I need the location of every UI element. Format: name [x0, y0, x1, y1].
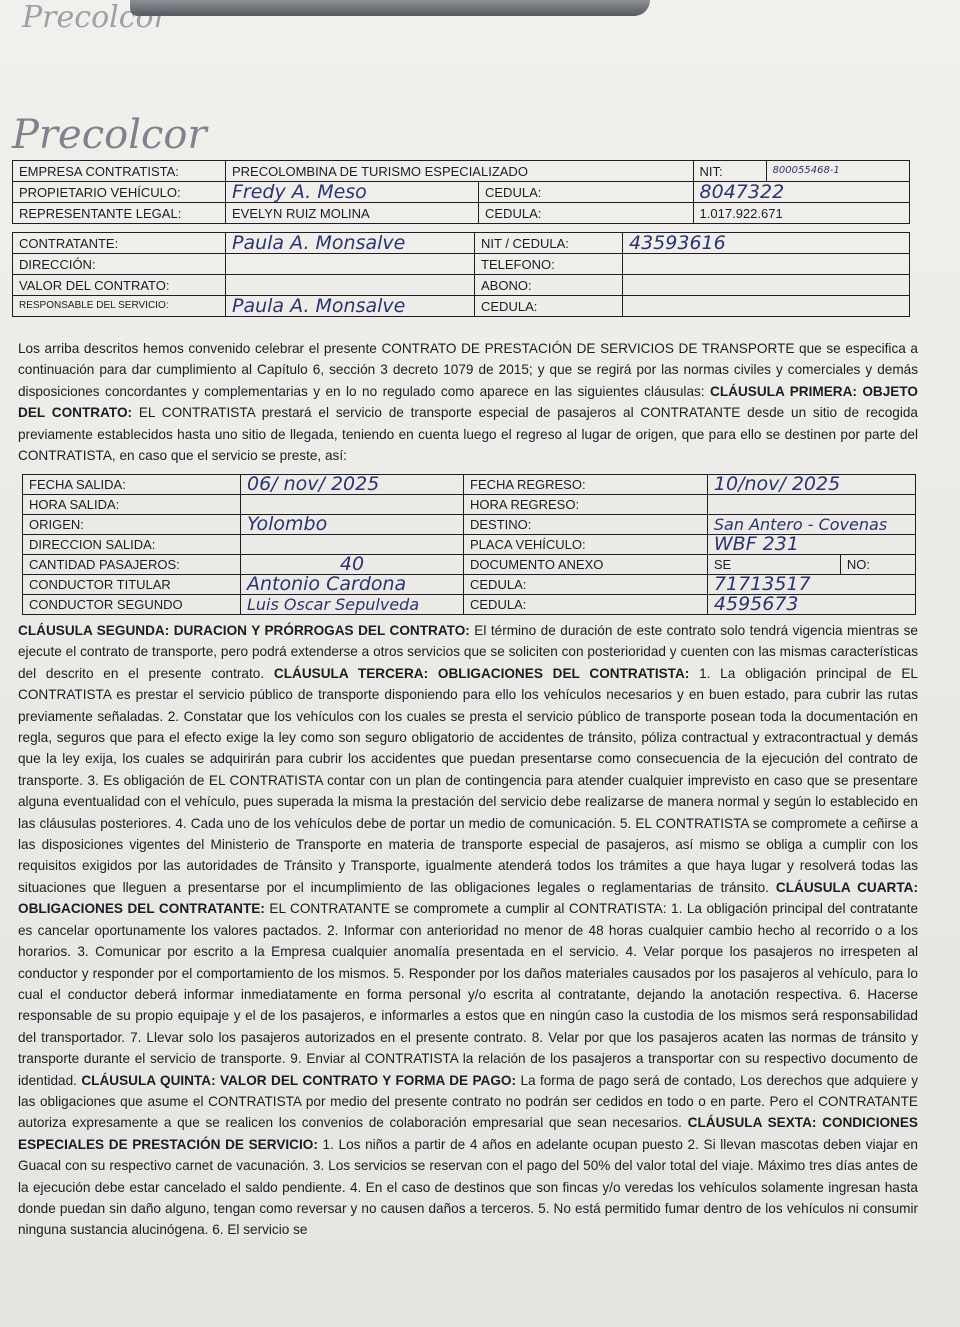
stamp-signature-main: Precolcor: [12, 112, 207, 158]
clausula-sexta-title: CLÁUSULA SEXTA: CONDICIONES ESPECIALES DE PRESTACIÓN DE SERVICIO:: [18, 1115, 919, 1152]
value-cantidad: 40: [241, 555, 464, 575]
label-contratante: CONTRATANTE:: [13, 233, 226, 254]
value-nit: 800055468-1: [766, 161, 909, 182]
label-se: SE: [707, 555, 840, 575]
stamp-signature-top: Precolcor: [22, 0, 168, 35]
label-responsable: RESPONSABLE DEL SERVICIO:: [13, 296, 226, 317]
label-direccion: DIRECCIÓN:: [13, 254, 226, 275]
value-representante-cedula: 1.017.922.671: [693, 203, 909, 224]
label-hora-regreso: HORA REGRESO:: [464, 495, 708, 515]
clausula-cuarta-title: CLÁUSULA CUARTA: OBLIGACIONES DEL CONTRATANTE:: [18, 879, 919, 917]
label-documento: DOCUMENTO ANEXO: [464, 555, 708, 575]
value-abono: [623, 275, 910, 296]
clausula-primera-title: CLÁUSULA PRIMERA: OBJETO DEL CONTRATO:: [18, 383, 919, 421]
label-empresa-contratista: EMPRESA CONTRATISTA:: [13, 161, 226, 182]
value-fecha-salida: 06/ nov/ 2025: [241, 475, 464, 495]
value-responsable: Paula A. Monsalve: [226, 296, 475, 317]
intro-paragraph: [18, 338, 918, 466]
label-placa: PLACA VEHÍCULO:: [464, 535, 708, 555]
value-fecha-regreso: 10/nov/ 2025: [707, 475, 915, 495]
value-hora-regreso: [707, 495, 915, 515]
value-nit-cedula: 43593616: [623, 233, 910, 254]
value-conductor-titular: Antonio Cardona: [241, 575, 464, 595]
intro-text: Los arriba descritos hemos convenido celebrar el presente CONTRATO DE PRESTACIÓN DE SERVICIOS DE TRANSPORTE que se especifica a continuación para dar cumplimiento al Capítulo 6, sección 3 decreto 1079 de 2015; y que se regirá por las normas civiles y comerciales y demás disposiciones concordantes y complementarias y en lo no regulado como aparece en las siguientes cláusulas:: [18, 341, 918, 399]
label-representante: REPRESENTANTE LEGAL:: [13, 203, 226, 224]
label-nit-cedula: NIT / CEDULA:: [475, 233, 623, 254]
label-cantidad: CANTIDAD PASAJEROS:: [23, 555, 241, 575]
value-responsable-cedula: [623, 296, 910, 317]
label-hora-salida: HORA SALIDA:: [23, 495, 241, 515]
value-direccion-salida: [241, 535, 464, 555]
value-origen: Yolombo: [241, 515, 464, 535]
value-conductor-segundo-cedula: 4595673: [707, 595, 915, 615]
clausula-quinta-title: CLÁUSULA QUINTA: VALOR DEL CONTRATO Y FORMA DE PAGO:: [81, 1072, 517, 1088]
value-representante: EVELYN RUIZ MOLINA: [226, 203, 479, 224]
value-valor: [226, 275, 475, 296]
servicio-table: [22, 474, 916, 615]
label-no: NO:: [840, 555, 915, 575]
value-telefono: [623, 254, 910, 275]
clausula-segunda-title: CLÁUSULA SEGUNDA: DURACION Y PRÓRROGAS DEL CONTRATO:: [18, 623, 470, 638]
label-conductor-titular: CONDUCTOR TITULAR: [23, 575, 241, 595]
clausula-tercera-text: 1. La obligación principal de EL CONTRATISTA es prestar el servicio público de transporte disponiendo para ello los vehículos necesarios y en buen estado, para cubrir las rutas previamente señaladas. 2. Constatar que los vehículos con los cuales se presta el servicio público de transporte posean toda la documentación en regla, seguros que para el efecto exige la ley como son seguro obligatorio de accidentes de tránsito, póliza contractual y extracontractual y demás que la ley exija, los cuales se adquirirán para cubrir los accidentes que puedan presentarse como consecuencia de la ejecución del contrato de transporte. 3. Es obligación de EL CONTRATISTA contar con un plan de contingencia para atender cualquier imprevisto en caso que se presentare alguna eventualidad con el vehículo, pues superada la misma la prestación del servicio debe realizarse de manera normal y según lo establecido en las cláusulas posteriores. 4. Cada uno de los vehículos debe de portar un medio de comunicación. 5. EL CONTRATISTA se compromete a ceñirse a las disposiciones vigentes del Ministerio de Transporte en materia de transporte especial de pasajeros, así mismo se obliga a cumplir con los requisitos exigidos por las autoridades de Tránsito y Transporte, igualmente atenderá todos los trámites a que haya lugar y resolverá todas las situaciones que lleguen a presentarse por el incumplimiento de las obligaciones legales o reglamentarias de tránsito.: [18, 665, 918, 895]
label-conductor-segundo: CONDUCTOR SEGUNDO: [23, 595, 241, 615]
value-direccion: [226, 254, 475, 275]
pen-shadow: [130, 0, 650, 16]
label-abono: ABONO:: [475, 275, 623, 296]
clausula-quinta-text: La forma de pago será de contado, Los derechos que adquiere y las obligaciones que asume el CONTRATISTA por medio del presente contrato no podrán ser cedidos en todo o en parte. Pero el CONTRATANTE autoriza expresamente a que se realicen los convenios de colaboración empresarial que sean necesarios.: [18, 1072, 918, 1131]
label-fecha-regreso: FECHA REGRESO:: [464, 475, 708, 495]
label-direccion-salida: DIRECCION SALIDA:: [23, 535, 241, 555]
value-placa: WBF 231: [707, 535, 915, 555]
empresa-table: [12, 160, 910, 224]
label-destino: DESTINO:: [464, 515, 708, 535]
label-nit: NIT:: [693, 161, 766, 182]
contratante-table: [12, 232, 910, 317]
clausula-sexta-text: 1. Los niños a partir de 4 años en adelante ocupan puesto 2. Si llevan mascotas deben viajar en Guacal con su respectivo carnet de vacunación. 3. Los servicios se reservan con el pago del 50% del valor total del viaje. Máximo tres días antes de la ejecución debe estar cancelado el saldo pendiente. 4. En el caso de destinos que son fincas y/o veredas los vehículos solamente ingresan hasta donde puedan sin daño alguno, tengan como reversar y no causen daños a terceros. 5. No está permitido fumar dentro de los vehículos ni consumir ninguna sustancia alucinógena. 6. El servicio se: [18, 1136, 918, 1238]
value-propietario: Fredy A. Meso: [226, 182, 479, 203]
label-responsable-cedula: CEDULA:: [475, 296, 623, 317]
value-destino: San Antero - Covenas: [707, 515, 915, 535]
label-representante-cedula: CEDULA:: [479, 203, 694, 224]
label-conductor-titular-cedula: CEDULA:: [464, 575, 708, 595]
label-propietario: PROPIETARIO VEHÍCULO:: [13, 182, 226, 203]
clausula-primera-text: EL CONTRATISTA prestará el servicio de transporte especial de pasajeros al CONTRATANTE desde un sitio de recogida previamente establecidos hasta uno sitio de llegada, teniendo en cuenta luego el regreso al lugar de origen, que para ello se destinen por parte del CONTRATISTA, en caso que el servicio se preste, así:: [18, 405, 918, 464]
label-origen: ORIGEN:: [23, 515, 241, 535]
label-telefono: TELEFONO:: [475, 254, 623, 275]
label-valor: VALOR DEL CONTRATO:: [13, 275, 226, 296]
value-conductor-titular-cedula: 71713517: [707, 575, 915, 595]
clausula-cuarta-text: EL CONTRATANTE se compromete a cumplir al CONTRATISTA: 1. La obligación principal del contratante es cancelar oportunamente los valores pactados. 2. Informar con anterioridad no menor de 48 horas cualquier cambio hecho al recorrido o a los horarios. 3. Comunicar por escrito a la Empresa cualquier anomalía presentada en el servicio. 4. Velar porque los pasajeros no irrespeten al conductor y responder por el comportamiento de los mismos. 5. Responder por los daños materiales causados por los pasajeros al vehículo, para lo cual el conductor deberá informar inmediatamente en forma personal y/o escrita al contratante, dejando la anotación respectiva. 6. Hacerse responsable de su propio equipaje y el de los pasajeros, e informarles a estos que en ningún caso la custodia de los mismos será responsabilidad del transportador. 7. Llevar solo los pasajeros autorizados en el presente contrato. 8. Velar por que los pasajeros acaten las normas de tránsito y transporte durante el servicio de transporte. 9. Enviar al CONTRATISTA la relación de los pasajeros a transportar con su respectivo documento de identidad.: [18, 901, 919, 1088]
clausulas-body: [18, 620, 918, 1241]
clausula-segunda-text: El término de duración de este contrato solo tendrá vigencia mientras se ejecute el contrato de transporte, pero podrá extenderse a otros servicios que se soliciten con posterioridad y cuenten con las mismas características del descrito en el presente contrato.: [18, 623, 918, 681]
label-conductor-segundo-cedula: CEDULA:: [464, 595, 708, 615]
value-empresa-contratista: PRECOLOMBINA DE TURISMO ESPECIALIZADO: [226, 161, 694, 182]
label-propietario-cedula: CEDULA:: [479, 182, 694, 203]
value-conductor-segundo: Luis Oscar Sepulveda: [241, 595, 464, 615]
value-hora-salida: [241, 495, 464, 515]
clausula-tercera-title: CLÁUSULA TERCERA: OBLIGACIONES DEL CONTRATISTA:: [273, 665, 690, 681]
value-propietario-cedula: 8047322: [693, 182, 909, 203]
value-contratante: Paula A. Monsalve: [226, 233, 475, 254]
label-fecha-salida: FECHA SALIDA:: [23, 475, 241, 495]
